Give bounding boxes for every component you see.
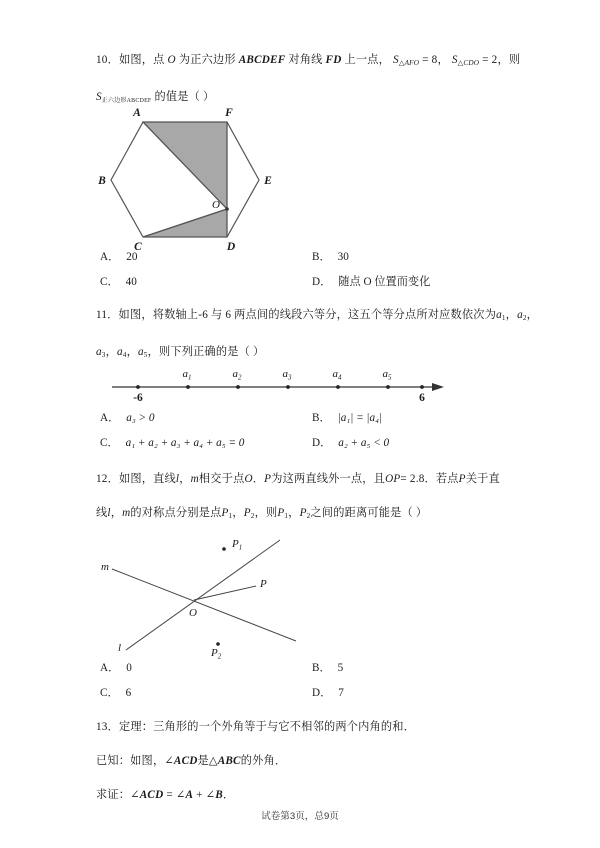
q13-triangle-ABC: △ABC bbox=[208, 755, 241, 767]
q10-hexagon-name: ABCDEF bbox=[238, 54, 286, 66]
tick-label-6: 6 bbox=[419, 392, 425, 404]
hexagon-figure bbox=[96, 106, 326, 252]
q12-option-D-label: D． bbox=[312, 687, 332, 699]
tick-dot-a1 bbox=[186, 385, 190, 389]
q11-a3: a bbox=[96, 346, 102, 359]
point-O-dot bbox=[225, 207, 229, 211]
q10-stem-end: ，则 bbox=[497, 54, 521, 66]
q11-line2-tail: ，则下列正确的是（ ） bbox=[147, 346, 265, 359]
point-P2-dot bbox=[216, 642, 220, 646]
segment-OP bbox=[194, 586, 256, 600]
q12-segment-OP: OP bbox=[385, 473, 401, 485]
q12-l2-line-m: m bbox=[122, 507, 131, 519]
question-10-stem bbox=[96, 48, 528, 114]
q11-option-A-expr: a₃ > 0 bbox=[126, 412, 155, 424]
q12-line-l: l bbox=[175, 473, 180, 485]
tick-dot-a3 bbox=[286, 385, 290, 389]
q10-point-O: O bbox=[167, 54, 176, 66]
q12-option-D[interactable] bbox=[312, 681, 344, 706]
question-11-stem bbox=[96, 303, 539, 368]
q11-a4-sub: 4 bbox=[122, 351, 127, 360]
tick-label-a3: $a_3$ bbox=[282, 368, 292, 382]
tick-label-a2: $a_2$ bbox=[232, 368, 242, 382]
q12-option-A-value: 0 bbox=[126, 662, 132, 674]
line-label-m: m bbox=[101, 561, 109, 573]
q12-option-row-2 bbox=[96, 681, 528, 706]
q11-a1: a bbox=[496, 309, 502, 321]
vertex-label-B: B bbox=[98, 175, 106, 187]
question-13-line-1: 13．定理：三角形的一个外角等于与它不相邻的两个内角的和． bbox=[96, 721, 416, 733]
q13-angle-ACD: ACD bbox=[173, 755, 198, 767]
q12-option-B[interactable] bbox=[312, 656, 343, 681]
q12-comma-1: ， bbox=[179, 473, 191, 485]
q12-line-m: m bbox=[190, 473, 199, 485]
q11-option-row-2 bbox=[96, 431, 528, 456]
q13-l2-b: 是 bbox=[197, 755, 209, 767]
intersecting-lines-figure bbox=[96, 528, 336, 661]
q13-l3-end: ． bbox=[222, 789, 235, 801]
q10-area1-symbol: S bbox=[393, 54, 399, 66]
q12-stem-e: 为这两直线外一点，且 bbox=[271, 473, 386, 485]
q10-area2-subscript: △CDO bbox=[457, 59, 480, 68]
q11-option-A-label: A． bbox=[100, 412, 120, 424]
line-l bbox=[126, 540, 280, 650]
q12-point-P-2: P bbox=[458, 473, 466, 485]
question-11-line-1 bbox=[96, 303, 539, 331]
q10-option-B-value: 30 bbox=[337, 251, 349, 263]
q11-option-C-label: C． bbox=[100, 437, 119, 449]
q11-option-B-expr: |a₁| = |a₄| bbox=[337, 412, 383, 424]
q12-l2-f: ， bbox=[288, 507, 300, 519]
q12-option-C[interactable] bbox=[100, 681, 131, 706]
tick-label-minus6: -6 bbox=[133, 392, 143, 404]
q10-option-row-2 bbox=[96, 270, 528, 295]
vertex-label-A: A bbox=[133, 107, 141, 119]
question-12-options bbox=[96, 656, 528, 706]
number-line-arrow-icon bbox=[432, 383, 444, 391]
q12-P1: P bbox=[221, 507, 229, 519]
q12-l2-c: 的对称点分别是点 bbox=[130, 507, 222, 519]
q10-option-C-label: C． bbox=[100, 276, 119, 288]
q11-a1-sub: 1 bbox=[501, 314, 506, 323]
tick-dot-minus6 bbox=[136, 385, 140, 389]
q11-stem-prefix: 11．如图，将数轴上-6 与 6 两点间的线段六等分，这五个等分点所对应数依次为 bbox=[96, 309, 497, 321]
q13-l3-A: A bbox=[185, 789, 194, 801]
q11-option-row-1 bbox=[96, 406, 528, 431]
q12-option-B-label: B． bbox=[312, 662, 331, 674]
point-label-P2: $P_2$ bbox=[211, 647, 222, 661]
q12-l2-a: 线 bbox=[96, 507, 108, 519]
tick-label-a4: $a_4$ bbox=[332, 368, 342, 382]
q12-option-B-value: 5 bbox=[337, 662, 344, 674]
q12-option-A-label: A． bbox=[100, 662, 120, 674]
point-label-O: O bbox=[189, 607, 197, 619]
q10-diagonal-FD: FD bbox=[325, 54, 342, 66]
q12-stem-f: ．若点 bbox=[424, 473, 459, 485]
q10-area1-value: = 8 bbox=[422, 54, 438, 66]
q12-stem-c: 相交于点 bbox=[198, 473, 245, 485]
line-m bbox=[112, 569, 296, 641]
q12-l2-d: ， bbox=[232, 507, 244, 519]
q10-option-D[interactable] bbox=[312, 270, 430, 295]
q12-l2-e: ，则 bbox=[254, 507, 278, 519]
vertex-label-E: E bbox=[264, 175, 272, 187]
q13-l3-eq: = ∠ bbox=[166, 789, 186, 801]
question-13-stem bbox=[96, 715, 528, 808]
tick-dot-6 bbox=[420, 385, 424, 389]
q11-comma-3: ， bbox=[105, 346, 117, 359]
vertex-label-D: D bbox=[226, 241, 236, 253]
q10-option-A-label: A． bbox=[100, 251, 120, 263]
q12-option-row-1 bbox=[96, 656, 528, 681]
vertex-label-C: C bbox=[134, 241, 142, 253]
q10-option-D-label: D． bbox=[312, 276, 332, 288]
q12-P1-b: P bbox=[277, 507, 285, 519]
question-13-line-3 bbox=[96, 783, 528, 808]
number-line-figure bbox=[110, 362, 450, 402]
q13-l2-a: 已知：如图，∠ bbox=[96, 755, 174, 767]
q12-P1-b-sub: 1 bbox=[284, 512, 289, 521]
q10-stem-mid2: 对角线 bbox=[288, 54, 323, 66]
q10-option-B-label: B． bbox=[312, 251, 331, 263]
question-11-options bbox=[96, 406, 528, 456]
q11-a5-sub: 5 bbox=[143, 351, 148, 360]
q10-option-row-1 bbox=[96, 245, 528, 270]
q11-option-C[interactable] bbox=[100, 431, 244, 456]
question-10-line-1 bbox=[96, 48, 528, 76]
tick-dot-a4 bbox=[336, 385, 340, 389]
q13-l3-B: B bbox=[215, 789, 223, 801]
tick-label-a1: $a_1$ bbox=[182, 368, 192, 382]
page-footer: 试卷第3页，总9页 bbox=[261, 811, 339, 822]
q11-option-A[interactable] bbox=[100, 406, 155, 431]
point-P1-dot bbox=[222, 547, 226, 551]
q10-area2-value: = 2 bbox=[482, 54, 498, 66]
q11-option-B[interactable] bbox=[312, 406, 382, 431]
q12-stem-d: ． bbox=[252, 473, 265, 485]
q11-comma-1: ， bbox=[505, 309, 518, 321]
tick-label-a5: $a_5$ bbox=[382, 368, 392, 382]
q13-l2-c: 的外角． bbox=[240, 755, 287, 767]
question-12-stem bbox=[96, 467, 528, 529]
q10-stem-mid3: 上一点， bbox=[344, 54, 391, 66]
q12-option-A[interactable] bbox=[100, 656, 132, 681]
q12-P1-sub: 1 bbox=[228, 512, 233, 521]
q11-a4: a bbox=[116, 346, 123, 359]
point-label-P: P bbox=[260, 578, 267, 590]
q12-l2-line-l: l bbox=[107, 507, 111, 519]
q12-stem-g: 关于直 bbox=[465, 473, 500, 485]
q10-option-A-value: 20 bbox=[126, 251, 138, 263]
q12-P2-b-sub: 2 bbox=[306, 512, 311, 521]
tick-dot-a2 bbox=[236, 385, 240, 389]
q11-comma-4: ， bbox=[126, 346, 138, 359]
q12-point-O: O bbox=[244, 473, 253, 485]
q10-area3-symbol: S bbox=[96, 91, 102, 104]
q11-option-C-expr: a₁ + a₂ + a₃ + a₄ + a₅ = 0 bbox=[125, 437, 245, 449]
q11-option-D-label: D． bbox=[312, 437, 332, 449]
q10-area2-symbol: S bbox=[451, 54, 458, 66]
q11-a2: a bbox=[517, 309, 523, 321]
tick-dot-a5 bbox=[386, 385, 390, 389]
q10-option-C[interactable] bbox=[100, 270, 137, 295]
q11-a5: a bbox=[137, 346, 144, 359]
q11-a2-sub: 2 bbox=[522, 314, 527, 323]
q10-option-D-value: 随点 O 位置而变化 bbox=[338, 276, 431, 288]
q12-OP-value: = 2.8 bbox=[400, 473, 425, 485]
point-label-P1: $P_1$ bbox=[232, 538, 243, 552]
q10-stem-prefix: 10．如图，点 bbox=[96, 54, 165, 66]
q11-option-D-expr: a₂ + a₅ < 0 bbox=[338, 437, 390, 449]
q12-option-C-value: 6 bbox=[125, 687, 132, 699]
line-label-l: l bbox=[118, 642, 122, 654]
q12-option-D-value: 7 bbox=[338, 687, 344, 699]
q10-option-B[interactable] bbox=[312, 245, 349, 270]
q12-stem-a: 12．如图，直线 bbox=[96, 473, 176, 485]
q10-area3-subscript: 正六边形ABCDEF bbox=[101, 97, 152, 104]
vertex-label-F: F bbox=[225, 107, 233, 119]
question-12-line-1 bbox=[96, 467, 528, 492]
q10-area3-tail: 的值是（ ） bbox=[154, 91, 215, 104]
q12-option-C-label: C． bbox=[100, 687, 119, 699]
q11-option-D[interactable] bbox=[312, 431, 389, 456]
q12-l2-comma1: ， bbox=[110, 507, 123, 519]
q12-P2-b: P bbox=[299, 507, 307, 519]
q11-option-B-label: B． bbox=[312, 412, 331, 424]
q13-l3-ACD: ACD bbox=[139, 789, 164, 801]
q12-point-P: P bbox=[264, 473, 272, 485]
q10-option-C-value: 40 bbox=[125, 276, 137, 288]
q13-l3-plus: + ∠ bbox=[196, 789, 216, 801]
q10-comma-1: ， bbox=[437, 54, 449, 66]
point-label-O: O bbox=[212, 199, 220, 211]
q13-l3-a: 求证：∠ bbox=[96, 789, 140, 801]
q12-l2-tail: 之间的距离可能是（ ） bbox=[310, 507, 428, 519]
question-10-options bbox=[96, 245, 528, 295]
q10-area1-subscript: △AFO bbox=[398, 59, 420, 68]
q11-a3-sub: 3 bbox=[101, 351, 106, 360]
q10-stem-mid1: 为正六边形 bbox=[178, 54, 236, 66]
q10-option-A[interactable] bbox=[100, 245, 137, 270]
question-13-line-2 bbox=[96, 749, 528, 774]
question-12-line-2 bbox=[96, 501, 528, 529]
q12-P2: P bbox=[243, 507, 251, 519]
q12-P2-sub: 2 bbox=[250, 512, 255, 521]
q11-comma-2: ， bbox=[526, 309, 539, 321]
